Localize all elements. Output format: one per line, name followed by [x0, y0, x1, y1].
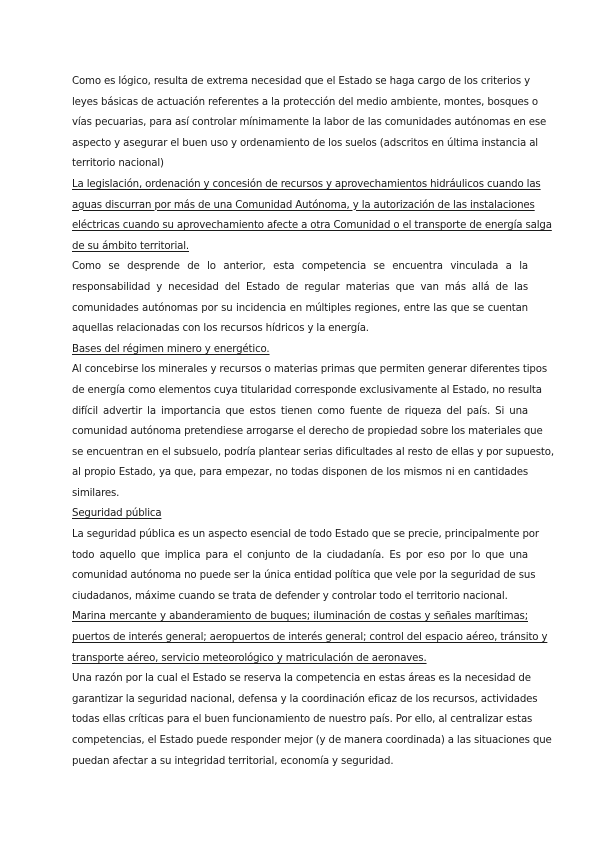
- text-line: vías pecuarias, para así controlar mínimamente la labor de las comunidades autónomas en ese: [72, 117, 547, 129]
- text-line: La seguridad pública es un aspecto esencial de todo Estado que se precie, principalmente por: [72, 529, 539, 541]
- heading-regimen-minero: [72, 340, 528, 361]
- text-line: Una razón por la cual el Estado se reserva la competencia en estas áreas es la necesidad de: [72, 673, 531, 685]
- text-line: Al concebirse los minerales y recursos o materias primas que permiten generar diferentes tipos: [72, 364, 547, 376]
- heading-seguridad-publica: [72, 504, 528, 525]
- paragraph-minerales: [72, 360, 554, 504]
- text-line: difícil advertir la importancia que estos tienen como fuente de riqueza del país. Si una: [72, 405, 528, 417]
- text-line: territorio nacional): [72, 158, 164, 170]
- text-line: todo aquello que implica para el conjunto de la ciudadanía. Es por eso por lo que una: [72, 549, 528, 561]
- heading-line: eléctricas cuando su aprovechamiento afecte a otra Comunidad o el transporte de energía salga: [72, 220, 552, 232]
- text-line: todas ellas críticas para el buen funcionamiento de nuestro país. Por ello, al centralizar estas: [72, 714, 533, 726]
- text-line: ciudadanos, máxime cuando se trata de defender y controlar todo el territorio nacional.: [72, 590, 508, 602]
- text-line: de energía como elementos cuya titularidad corresponde exclusivamente al Estado, no resulta: [72, 384, 542, 396]
- paragraph-razon-estado: [72, 669, 552, 772]
- text-line: Como es lógico, resulta de extrema necesidad que el Estado se haga cargo de los criterios y: [72, 76, 530, 87]
- paragraph-medio-ambiente: [72, 72, 547, 175]
- text-line: al propio Estado, ya que, para empezar, no todas disponen de los mismos ni en cantidades: [72, 467, 528, 479]
- text-line: competencias, el Estado puede responder mejor (y de manera coordinada) a las situaciones que: [72, 735, 552, 746]
- text-line: similares.: [72, 487, 120, 499]
- heading-line: aguas discurran por más de una Comunidad Autónoma, y la autorización de las instalaciones: [72, 199, 535, 211]
- paragraph-competencia-hidrica: [72, 257, 528, 339]
- heading-line: de su ámbito territorial.: [72, 240, 190, 252]
- paragraph-seguridad: [72, 525, 539, 607]
- text-line: se encuentran en el subsuelo, podría plantear serias dificultades al resto de ellas y por supuesto,: [72, 446, 554, 458]
- heading-marina-mercante: [72, 607, 548, 669]
- text-line: aquellas relacionadas con los recursos hídricos y la energía.: [72, 323, 369, 335]
- text-line: Como se desprende de lo anterior, esta competencia se encuentra vinculada a la: [72, 261, 528, 273]
- heading-recursos-hidraulicos: [72, 175, 552, 257]
- text-line: comunidad autónoma no puede ser la única entidad política que vele por la seguridad de sus: [72, 570, 536, 582]
- text-line: comunidad autónoma pretendiese arrogarse el derecho de propiedad sobre los materiales que: [72, 426, 543, 438]
- heading-line: La legislación, ordenación y concesión de recursos y aprovechamientos hidráulicos cuando las: [72, 178, 541, 190]
- text-line: puedan afectar a su integridad territorial, economía y seguridad.: [72, 755, 394, 767]
- heading-line: Seguridad pública: [72, 508, 162, 520]
- text-line: aspecto y asegurar el buen uso y ordenamiento de los suelos (adscritos en última instancia al: [72, 137, 538, 149]
- text-line: responsabilidad y necesidad del Estado de regular materias que van más allá de las: [72, 281, 528, 293]
- text-line: comunidades autónomas por su incidencia en múltiples regiones, entre las que se cuentan: [72, 302, 528, 314]
- heading-line: puertos de interés general; aeropuertos de interés general; control del espacio aéreo, tránsito y: [72, 632, 548, 644]
- heading-line: Marina mercante y abanderamiento de buques; iluminación de costas y señales marítimas;: [72, 611, 528, 623]
- heading-line: Bases del régimen minero y energético.: [72, 343, 270, 355]
- document-page: [72, 72, 554, 772]
- heading-line: transporte aéreo, servicio meteorológico y matriculación de aeronaves.: [72, 652, 427, 664]
- text-line: garantizar la seguridad nacional, defensa y la coordinación eficaz de los recursos, actividades: [72, 693, 538, 705]
- text-line: leyes básicas de actuación referentes a la protección del medio ambiente, montes, bosques o: [72, 96, 538, 108]
